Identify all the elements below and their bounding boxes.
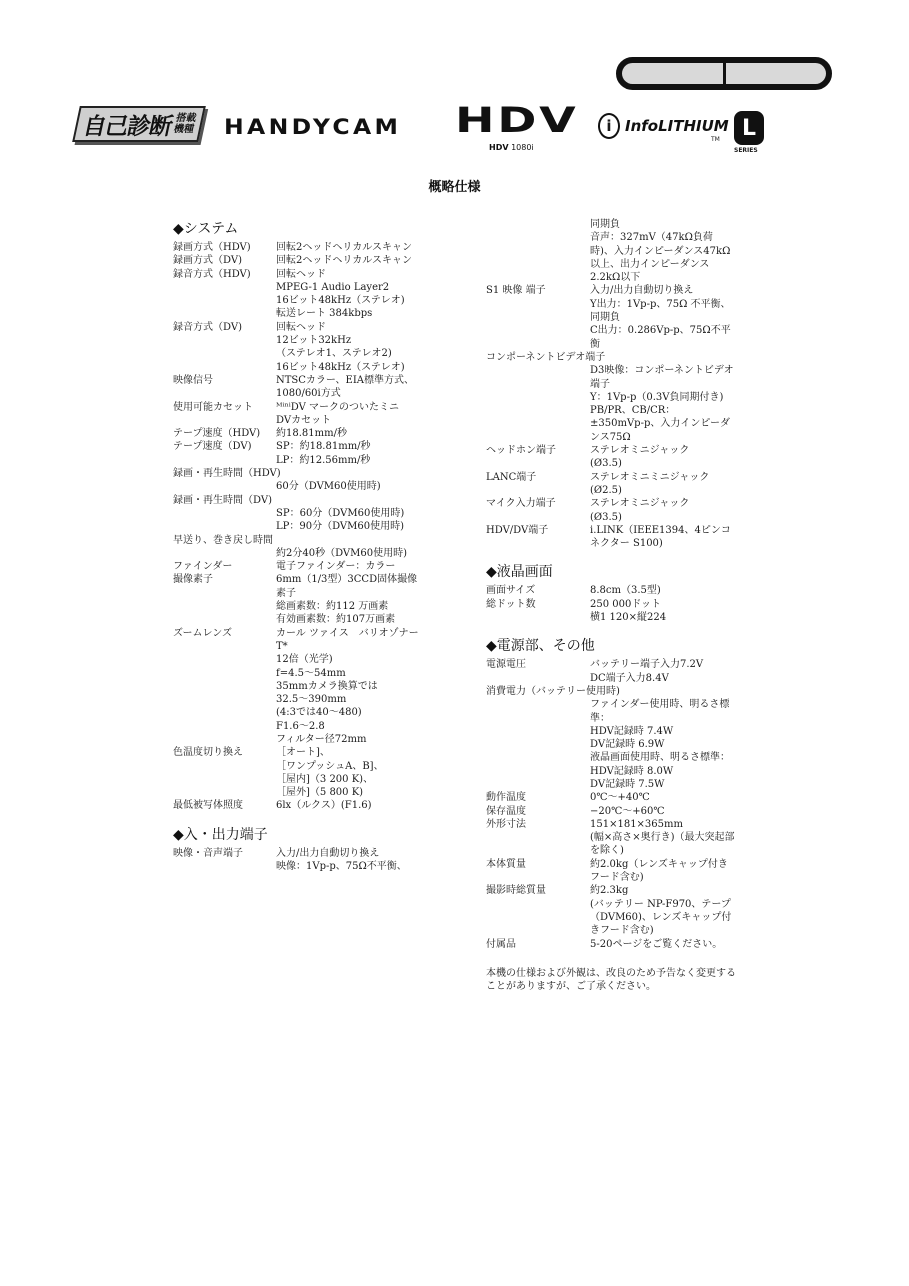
spec-label: 録音方式（DV) [173, 321, 242, 333]
spec-value: ステレオミニミニジャック (Ø2.5) [590, 471, 710, 496]
section-heading-system: ◆システム [173, 221, 239, 237]
spec-value: 151×181×365mm (幅×高さ×奥行き)（最大突起部を除く) [590, 818, 735, 857]
spec-row [486, 658, 736, 685]
spec-value: 8.8cm（3.5型) [590, 585, 661, 597]
spec-row [173, 847, 425, 874]
spec-row [486, 284, 736, 350]
l-series-icon: L [734, 111, 764, 145]
spec-label: 使用可能カセット [173, 401, 253, 413]
spec-label: ヘッドホン端子 [486, 445, 556, 457]
spec-value: 約2.3kg (バッテリー NP-F970、テープ（DVM60)、レンズキャップ付きフード含む) [590, 885, 732, 937]
spec-label: 最低被写体照度 [173, 800, 243, 812]
spec-row [486, 858, 736, 885]
spec-label: 映像・音声端子 [173, 847, 243, 859]
spec-value: バッテリー端子入力7.2V DC端子入力8.4V [590, 659, 704, 684]
spec-label: 画面サイズ [486, 585, 536, 597]
spec-label: テープ速度（HDV) [173, 428, 261, 440]
page-title: 概略仕様 [428, 180, 481, 195]
series-label: SERIES [734, 147, 758, 154]
spec-row [173, 268, 425, 321]
hdv-sub-resolution: 1080i [511, 143, 534, 152]
spec-row [173, 321, 425, 374]
spec-label: HDV/DV端子 [486, 524, 549, 536]
spec-row [173, 374, 425, 401]
section-heading-lcd: ◆液晶画面 [486, 564, 553, 581]
spec-value: 約2.0kg（レンズキャップ付きフード含む) [590, 858, 728, 884]
spec-value: 60分（DVM60使用時) [276, 481, 381, 493]
spec-label: 本体質量 [486, 858, 526, 870]
spec-value: 250 000ドット 横1 120×縦224 [590, 598, 667, 624]
self-diagnosis-logo-subtext: 搭載機種 [172, 113, 198, 135]
spec-value: 6lx（ルクス）(F1.6) [276, 800, 372, 812]
spec-row [173, 560, 425, 573]
spec-value: −20℃〜+60℃ [590, 805, 665, 817]
section-heading-power: ◆電源部、その他 [486, 638, 595, 655]
spec-value: 入力/出力自動切り換え 映像：1Vp-p、75Ω不平衡、 [276, 847, 407, 873]
infolithium-logo [598, 113, 729, 139]
spec-row [486, 471, 736, 498]
spec-value: NTSCカラー、EIA標準方式、 1080/60i方式 [276, 374, 414, 400]
spec-row [173, 746, 425, 799]
spec-label-full: 早送り、巻き戻し時間 [173, 534, 273, 546]
spec-label-full: 消費電力（バッテリー使用時) [486, 685, 620, 697]
spec-value: 約2分40秒（DVM60使用時) [276, 547, 408, 559]
spec-label-full: 録画・再生時間（HDV) [173, 468, 281, 480]
spec-value: 回転2ヘッドヘリカルスキャン [276, 255, 412, 267]
info-icon: i [598, 113, 620, 139]
spec-label: ファインダー [173, 561, 233, 573]
spec-label: 付属品 [486, 938, 516, 950]
spec-row [486, 884, 736, 937]
spec-label: 保存温度 [486, 805, 526, 817]
spec-label: 映像信号 [173, 374, 213, 386]
spec-value: D3映像：コンポーネントビデオ端子 Y：1Vp-p（0.3V負同期付き) PB/PR、CB/CR： ±350mVp-p、入力インピーダンス75Ω [590, 365, 734, 443]
spec-row [486, 524, 736, 551]
tab-segment-left [622, 63, 723, 84]
self-diagnosis-logo-text: 自己診断 [80, 113, 175, 140]
spec-row [486, 938, 736, 951]
spec-row [486, 791, 736, 804]
hdv-1080i-label [489, 143, 534, 152]
spec-value: 6mm（1/3型）3CCD固体撮像素子 総画素数：約112 万画素 有効画素数：約107万画素 [276, 574, 418, 626]
handycam-logo: HANDYCAM [224, 115, 402, 139]
spec-row [173, 627, 425, 747]
spec-row [173, 401, 425, 428]
spec-row [173, 573, 425, 626]
spec-label: 色温度切り換え [173, 747, 243, 759]
spec-label: 外形寸法 [486, 818, 526, 830]
spec-label: 撮影時総質量 [486, 885, 546, 897]
spec-label: S1 映像 端子 [486, 285, 546, 297]
spec-label: マイク入力端子 [486, 498, 556, 510]
spec-label: 撮像素子 [173, 574, 213, 586]
spec-label: 録画方式（DV) [173, 255, 242, 267]
spec-value: 5-20ページをご覧ください。 [590, 938, 723, 950]
spec-value: 回転ヘッド 12ビット32kHz （ステレオ1、ステレオ2) 16ビット48kHz（ステレオ) [276, 321, 405, 373]
spec-row [173, 241, 425, 254]
spec-row [486, 598, 736, 625]
spec-value: 回転2ヘッドヘリカルスキャン [276, 242, 412, 253]
spec-row [173, 440, 425, 467]
hdv-sub-bold: HDV [489, 143, 509, 152]
spec-value: ステレオミニジャック (Ø3.5) [590, 498, 690, 523]
spec-value: ステレオミニジャック (Ø3.5) [590, 445, 690, 470]
spec-row [486, 584, 736, 597]
hdv-logo: HDV [455, 101, 579, 141]
spec-label: 録画方式（HDV) [173, 242, 251, 253]
spec-label: ズームレンズ [173, 627, 232, 639]
spec-value: ᴹⁱⁿⁱDV マークのついたミニ DVカセット [276, 401, 400, 426]
spec-value: 電子ファインダー：カラー [276, 561, 396, 573]
section-heading-io: ◆入・出力端子 [173, 826, 268, 843]
infolithium-text: InfoLITHIUM [625, 117, 729, 135]
spec-label: 動作温度 [486, 792, 526, 804]
spec-value: SP：約18.81mm/秒 LP：約12.56mm/秒 [276, 441, 371, 466]
spec-value: 約18.81mm/秒 [276, 428, 347, 440]
spec-row [486, 497, 736, 524]
spec-row [486, 805, 736, 818]
right-column [486, 218, 736, 993]
spec-value: ［オート]、 ［ワンプッシュA、B]、 ［屋内]（3 200 K)、 ［屋外]（5 800 K) [276, 747, 384, 799]
spec-row [486, 444, 736, 471]
self-diagnosis-logo [72, 106, 206, 142]
spec-label: 録音方式（HDV) [173, 268, 251, 280]
trademark-mark: TM [711, 136, 720, 143]
spec-row [486, 818, 736, 858]
spec-label: テープ速度（DV) [173, 441, 252, 453]
spec-label-full: コンポーネントビデオ端子 [486, 351, 606, 363]
spec-label-full: 録画・再生時間（DV) [173, 494, 272, 506]
spec-label: 電源電圧 [486, 659, 526, 671]
spec-value-continued: 同期負 音声：327mV（47kΩ負荷時)、入力インピーダンス47kΩ以上、出力インピーダンス2.2kΩ以下 [590, 219, 731, 284]
spec-value: カール ツァイス バリオゾナーT* 12倍（光学) f=4.5〜54mm 35mmカメラ換算では 32.5〜390mm (4:3では40〜480) F1.6〜2.8 フィルター径72mm [276, 627, 419, 745]
spec-value: SP：60分（DVM60使用時) LP：90分（DVM60使用時) [276, 507, 405, 533]
spec-row [173, 799, 425, 812]
page-tab-indicator [616, 57, 832, 90]
spec-row [173, 427, 425, 440]
spec-label: 総ドット数 [486, 598, 536, 610]
spec-value: ファインダー使用時、明るさ標準： HDV記録時 7.4W DV記録時 6.9W 液晶画面使用時、明るさ標準： HDV記録時 8.0W DV記録時 7.5W [590, 699, 730, 790]
spec-value: 0℃〜+40℃ [590, 792, 650, 804]
spec-value: 入力/出力自動切り換え Y出力：1Vp-p、75Ω 不平衡、同期負 C出力：0.286Vp-p、75Ω不平衡 [590, 285, 731, 350]
left-column [173, 220, 425, 873]
spec-row [173, 254, 425, 267]
spec-label: LANC端子 [486, 471, 537, 483]
disclaimer-note: 本機の仕様および外観は、改良のため予告なく変更することがありますが、ご了承ください。 [486, 967, 736, 993]
tab-segment-right [726, 63, 827, 84]
spec-value: 回転ヘッド MPEG-1 Audio Layer2 16ビット48kHz（ステレオ) 転送レート 384kbps [276, 268, 405, 320]
spec-value: i.LINK（IEEE1394、4ピンコネクター S100) [590, 524, 731, 550]
